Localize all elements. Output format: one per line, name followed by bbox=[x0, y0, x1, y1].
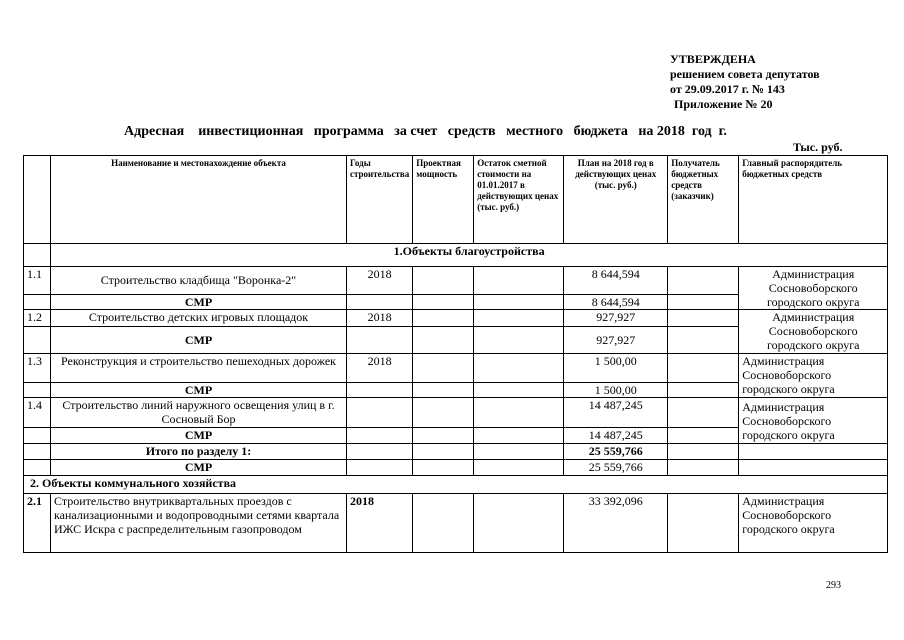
row-num: 2.1 bbox=[24, 494, 51, 553]
units-label: Тыс. руб. bbox=[793, 140, 843, 154]
approval-block bbox=[670, 52, 820, 112]
row-plan: 927,927 bbox=[564, 310, 668, 327]
table-header-row bbox=[24, 156, 888, 244]
row-admin: Администрация Сосновоборского городского округа bbox=[739, 267, 888, 310]
total-smr-plan: 25 559,766 bbox=[564, 460, 668, 476]
row-plan: 33 392,096 bbox=[564, 494, 668, 553]
total-row bbox=[24, 444, 888, 460]
appendix-number: Приложение № 20 bbox=[674, 97, 773, 111]
row-year: 2018 bbox=[347, 494, 413, 553]
total-plan: 25 559,766 bbox=[564, 444, 668, 460]
smr-label: СМР bbox=[51, 428, 347, 444]
row-year bbox=[347, 398, 413, 428]
row-num: 1.3 bbox=[24, 354, 51, 383]
smr-plan: 14 487,245 bbox=[564, 428, 668, 444]
row-admin: Администрация Сосновоборского городского округа bbox=[739, 398, 888, 444]
row-name: Строительство детских игровых площадок bbox=[51, 310, 347, 327]
section1-title-row bbox=[24, 244, 888, 267]
smr-label: СМР bbox=[51, 294, 347, 309]
section1-title: 1.Объекты благоустройства bbox=[51, 244, 888, 267]
smr-plan: 1 500,00 bbox=[564, 383, 668, 398]
row-admin: Администрация Сосновоборского городского округа bbox=[739, 494, 888, 553]
header-capacity: Проектная мощность bbox=[413, 156, 474, 244]
investment-table bbox=[23, 155, 888, 553]
row-num: 1.4 bbox=[24, 398, 51, 428]
header-manager: Главный распорядитель бюджетных средств bbox=[739, 156, 888, 244]
row-num: 1.1 bbox=[24, 267, 51, 295]
row-num: 1.2 bbox=[24, 310, 51, 327]
row-name: Строительство линий наружного освещения улиц в г. Сосновый Бор bbox=[51, 398, 347, 428]
row-year: 2018 bbox=[347, 354, 413, 383]
page-number: 293 bbox=[826, 580, 841, 591]
approval-date: от 29.09.2017 г. № 143 bbox=[670, 82, 785, 96]
header-years: Годы строительства bbox=[347, 156, 413, 244]
row-admin: Администрация Сосновоборского городского округа bbox=[739, 354, 888, 398]
smr-label: СМР bbox=[51, 383, 347, 398]
smr-label: СМР bbox=[51, 327, 347, 354]
approval-decision: решением совета депутатов bbox=[670, 67, 820, 81]
row-year: 2018 bbox=[347, 310, 413, 327]
smr-plan: 8 644,594 bbox=[564, 294, 668, 309]
total-smr-label: СМР bbox=[51, 460, 347, 476]
row-name: Строительство кладбища "Воронка-2" bbox=[51, 267, 347, 295]
approval-title: УТВЕРЖДЕНА bbox=[670, 52, 756, 66]
header-plan: План на 2018 год в действующих ценах (тыс. руб.) bbox=[564, 156, 668, 244]
section2-title-row bbox=[24, 476, 888, 494]
header-num bbox=[24, 156, 51, 244]
smr-plan: 927,927 bbox=[564, 327, 668, 354]
total-label: Итого по разделу 1: bbox=[51, 444, 347, 460]
table-row bbox=[24, 354, 888, 383]
header-remaining: Остаток сметной стоимости на 01.01.2017 в действующих ценах (тыс. руб.) bbox=[474, 156, 564, 244]
header-recipient: Получатель бюджетных средств (заказчик) bbox=[668, 156, 739, 244]
row-plan: 14 487,245 bbox=[564, 398, 668, 428]
table-row bbox=[24, 494, 888, 553]
table-row bbox=[24, 267, 888, 295]
row-year: 2018 bbox=[347, 267, 413, 295]
document-title: Адресная инвестиционная программа за счет средств местного бюджета на 2018 год г. bbox=[124, 124, 727, 139]
section2-title: 2. Объекты коммунального хозяйства bbox=[24, 476, 888, 494]
total-smr-row bbox=[24, 460, 888, 476]
row-plan: 8 644,594 bbox=[564, 267, 668, 295]
row-name: Реконструкция и строительство пешеходных дорожек bbox=[51, 354, 347, 383]
header-name: Наименование и местонахождение объекта bbox=[51, 156, 347, 244]
table-row bbox=[24, 398, 888, 428]
row-admin: Администрация Сосновоборского городского округа bbox=[739, 310, 888, 354]
table-row bbox=[24, 310, 888, 327]
row-name: Строительство внутриквартальных проездов с канализационными и водопроводными сетями квартала ИЖС Искра с распределительным газопроводом bbox=[51, 494, 347, 553]
row-plan: 1 500,00 bbox=[564, 354, 668, 383]
